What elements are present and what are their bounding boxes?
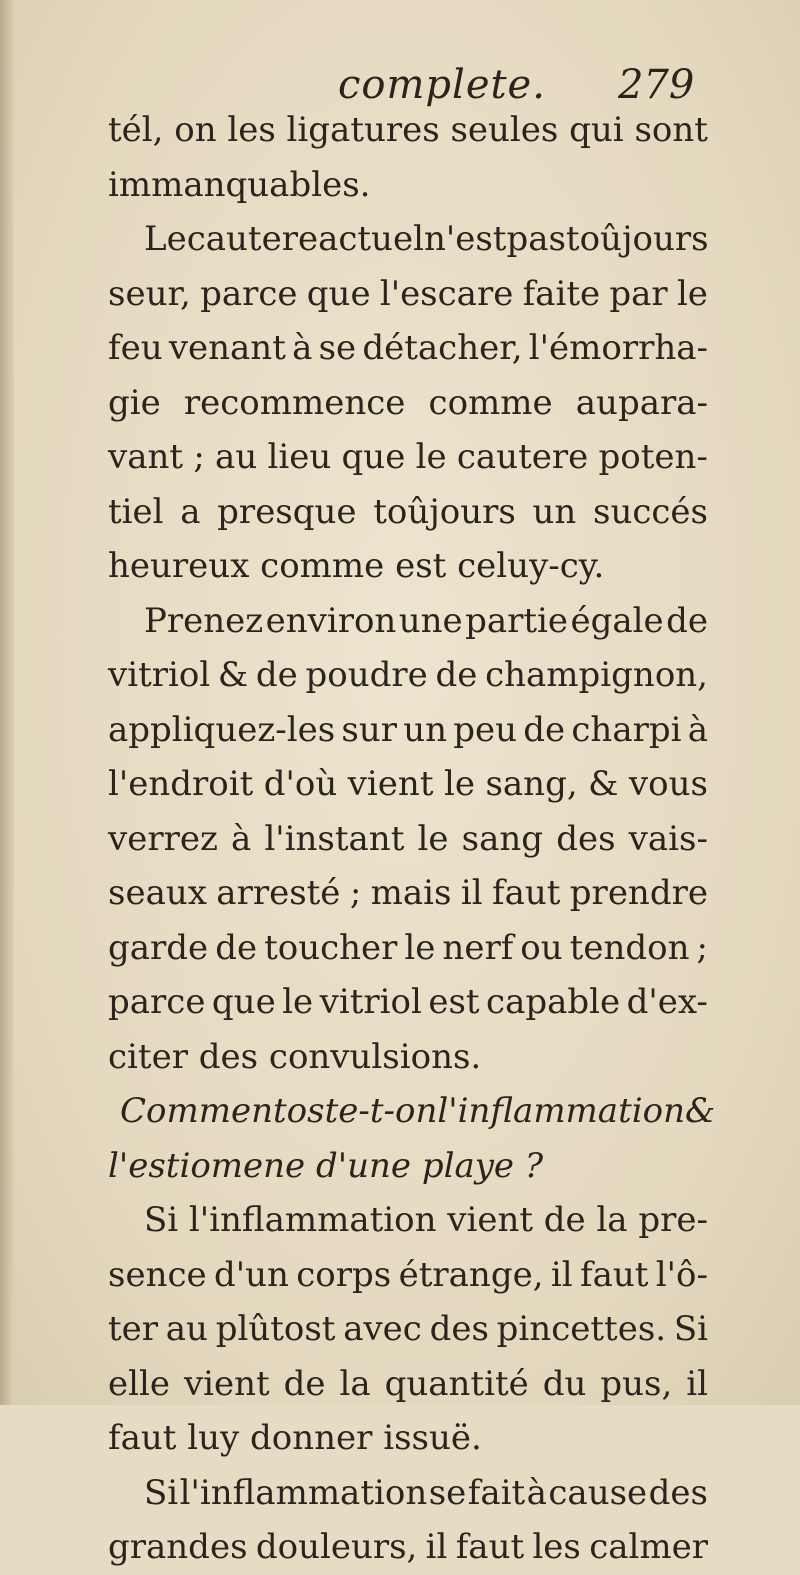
paragraph-start-line: Le cautere actuel n'est pas toûjours: [144, 219, 709, 259]
text-line: garde de toucher le nerf ou tendon ;: [108, 927, 708, 968]
text-line: feu venant à se détacher, l'émorrha-: [108, 328, 708, 368]
text-line: l'endroit d'où vient le sang, & vous: [108, 764, 708, 804]
text-line: vitriol & de poudre de champignon,: [108, 655, 708, 695]
text-line: heureux comme est celuy-cy.: [108, 546, 605, 586]
text-line: tél, on les ligatures seules qui sont: [108, 110, 708, 150]
text-line: sence d'un corps étrange, il faut l'ô-: [108, 1254, 708, 1295]
page-gutter-edge: [0, 0, 14, 1405]
text-line: tiel a presque toûjours un succés: [108, 491, 708, 532]
text-line: appliquez-les sur un peu de charpi à: [108, 709, 708, 750]
paragraph-start-line: Si l'inflammation se fait à cause des: [144, 1472, 708, 1513]
text-line: citer des convulsions.: [108, 1036, 482, 1077]
text-line: faut luy donner issuë.: [108, 1418, 482, 1458]
running-title: complete.: [338, 62, 546, 108]
paragraph-start-line: Si l'inflammation vient de la pre-: [144, 1200, 708, 1240]
text-line: parce que le vitriol est capable d'ex-: [108, 982, 708, 1022]
body-text: [108, 103, 716, 1575]
section-question-heading: l'estiomene d'une playe ?: [108, 1145, 544, 1186]
text-line: seaux arresté ; mais il faut prendre: [108, 873, 708, 913]
page-number: 279: [618, 62, 695, 108]
text-line: immanquables.: [108, 164, 371, 205]
text-line: grandes douleurs, il faut les calmer: [108, 1527, 708, 1567]
text-line: vant ; au lieu que le cautere poten-: [108, 437, 708, 477]
text-line: seur, parce que l'escare faite par le: [108, 273, 708, 314]
text-line: gie recommence comme aupara-: [108, 382, 708, 423]
text-line: elle vient de la quantité du pus, il: [108, 1363, 708, 1404]
paragraph-start-line: Prenez environ une partie égale de: [144, 600, 708, 641]
text-line: verrez à l'instant le sang des vais-: [108, 818, 708, 859]
text-line: ter au plûtost avec des pincettes. Si: [108, 1309, 708, 1349]
section-question-heading: Comment oste-t-on l'inflammation &: [120, 1091, 716, 1131]
